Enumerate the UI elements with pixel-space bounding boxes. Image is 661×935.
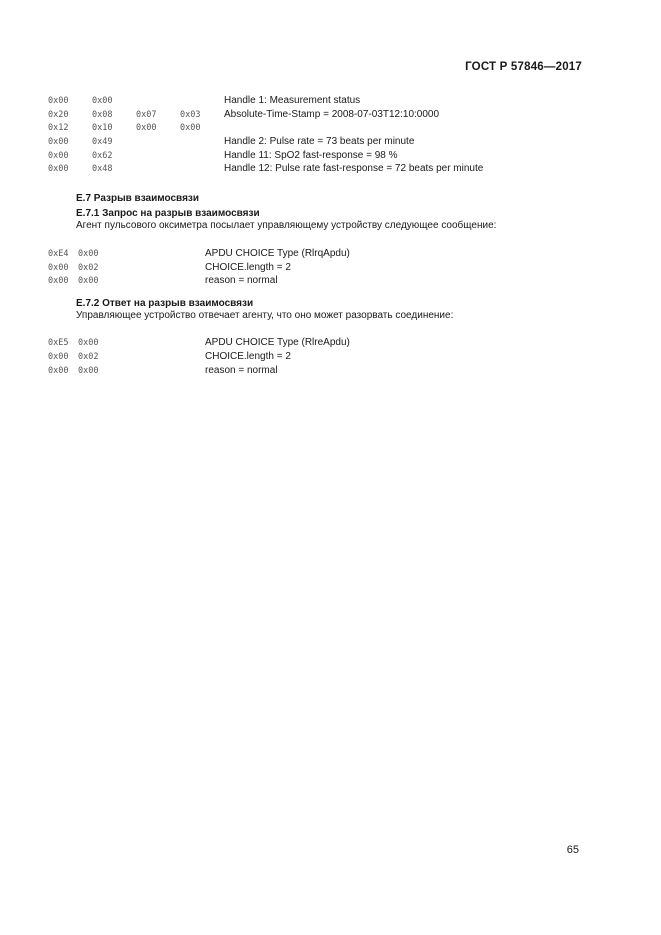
hex-byte: 0x00 bbox=[48, 352, 69, 362]
row-description: Handle 11: SpO2 fast-response = 98 % bbox=[224, 150, 398, 161]
row-description: Handle 1: Measurement status bbox=[224, 95, 361, 106]
hex-byte: 0x00 bbox=[48, 366, 69, 376]
hex-byte: 0x00 bbox=[48, 164, 69, 174]
section-heading-e7-1: Е.7.1 Запрос на разрыв взаимосвязи bbox=[76, 208, 260, 219]
section-heading-e7: Е.7 Разрыв взаимосвязи bbox=[76, 193, 200, 204]
hex-byte: 0x02 bbox=[78, 352, 99, 362]
section-heading-e7-2: Е.7.2 Ответ на разрыв взаимосвязи bbox=[76, 298, 254, 309]
hex-byte: 0x10 bbox=[92, 123, 113, 133]
hex-byte: 0x20 bbox=[48, 110, 69, 120]
row-description: Handle 2: Pulse rate = 73 beats per minute bbox=[224, 136, 415, 147]
hex-byte: 0x00 bbox=[78, 366, 99, 376]
hex-byte: 0x00 bbox=[48, 96, 69, 106]
hex-byte: 0x12 bbox=[48, 123, 69, 133]
row-description: CHOICE.length = 2 bbox=[205, 351, 291, 362]
hex-byte: 0x62 bbox=[92, 151, 113, 161]
hex-byte: 0x03 bbox=[180, 110, 201, 120]
row-description: CHOICE.length = 2 bbox=[205, 262, 291, 273]
row-description: reason = normal bbox=[205, 275, 278, 286]
section-intro-e7-1: Агент пульсового оксиметра посылает управляющему устройству следующее сообщение: bbox=[76, 220, 497, 231]
hex-byte: 0x00 bbox=[48, 263, 69, 273]
hex-byte: 0xE4 bbox=[48, 249, 69, 259]
hex-byte: 0x48 bbox=[92, 164, 113, 174]
row-description: APDU CHOICE Type (RlrqApdu) bbox=[205, 248, 350, 259]
hex-byte: 0x00 bbox=[136, 123, 157, 133]
hex-byte: 0x00 bbox=[48, 276, 69, 286]
hex-byte: 0xE5 bbox=[48, 338, 69, 348]
hex-byte: 0x49 bbox=[92, 137, 113, 147]
hex-byte: 0x00 bbox=[92, 96, 113, 106]
hex-byte: 0x00 bbox=[180, 123, 201, 133]
hex-byte: 0x00 bbox=[48, 137, 69, 147]
hex-byte: 0x07 bbox=[136, 110, 157, 120]
hex-byte: 0x02 bbox=[78, 263, 99, 273]
section-intro-e7-2: Управляющее устройство отвечает агенту, что оно может разорвать соединение: bbox=[76, 310, 454, 321]
hex-byte: 0x00 bbox=[78, 338, 99, 348]
hex-byte: 0x00 bbox=[78, 276, 99, 286]
hex-byte: 0x00 bbox=[78, 249, 99, 259]
row-description: Handle 12: Pulse rate fast-response = 72 beats per minute bbox=[224, 163, 484, 174]
hex-byte: 0x00 bbox=[48, 151, 69, 161]
hex-byte: 0x08 bbox=[92, 110, 113, 120]
page-number: 65 bbox=[566, 844, 579, 856]
row-description: Absolute-Time-Stamp = 2008-07-03T12:10:0000 bbox=[224, 109, 440, 120]
row-description: APDU CHOICE Type (RlreApdu) bbox=[205, 337, 350, 348]
row-description: reason = normal bbox=[205, 365, 278, 376]
document-header-code: ГОСТ Р 57846—2017 bbox=[465, 61, 582, 73]
